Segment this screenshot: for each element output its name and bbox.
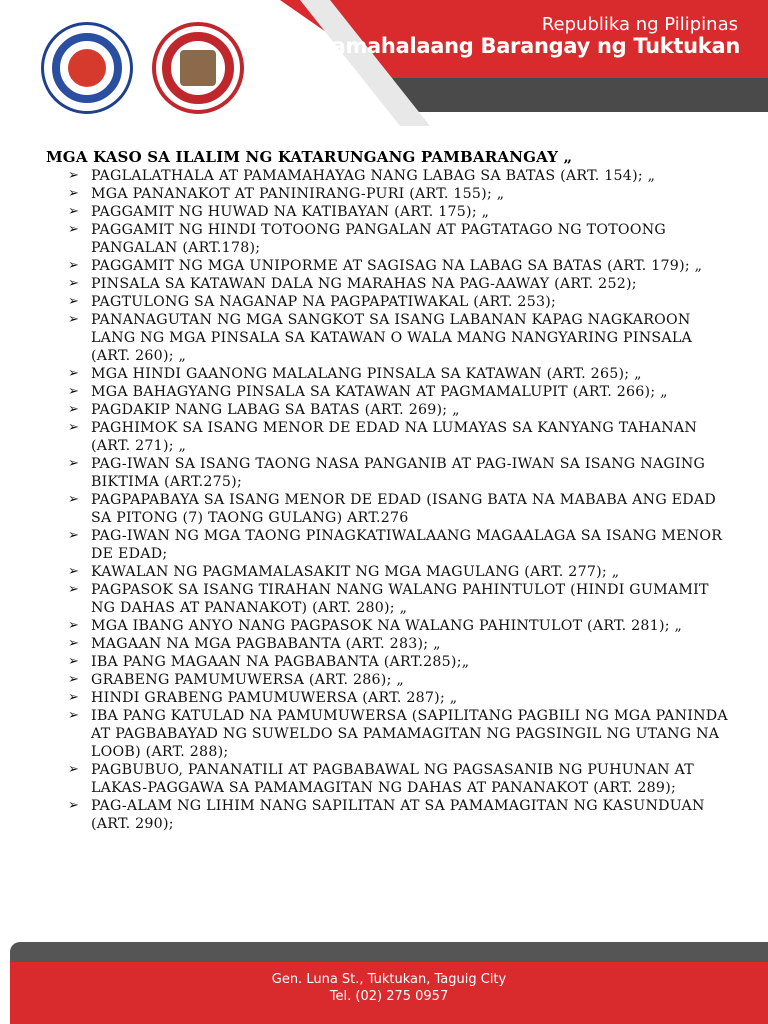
list-item-text: MGA BAHAGYANG PINSALA SA KATAWAN AT PAGMAMALUPIT (ART. 266); „: [91, 384, 668, 400]
list-item: [46, 401, 736, 419]
arrow-bullet-icon: ➢: [68, 690, 80, 705]
letterhead-header: [0, 0, 768, 126]
list-item: [46, 365, 736, 383]
arrow-bullet-icon: ➢: [68, 618, 80, 633]
list-item-text: IBA PANG MAGAAN NA PAGBABANTA (ART.285);„: [91, 654, 470, 670]
list-item-text: HINDI GRABENG PAMUMUWERSA (ART. 287); „: [91, 690, 458, 706]
list-item-text: PAGTULONG SA NAGANAP NA PAGPAPATIWAKAL (ART. 253);: [91, 294, 557, 310]
list-item-text: PAGDAKIP NANG LABAG SA BATAS (ART. 269); „: [91, 402, 460, 418]
list-item: [46, 653, 736, 671]
list-item-text: KAWALAN NG PAGMAMALASAKIT NG MGA MAGULANG (ART. 277); „: [91, 564, 620, 580]
arrow-bullet-icon: ➢: [68, 294, 80, 309]
arrow-bullet-icon: ➢: [68, 312, 80, 327]
arrow-bullet-icon: ➢: [68, 528, 80, 543]
list-item-text: PINSALA SA KATAWAN DALA NG MARAHAS NA PAG-AAWAY (ART. 252);: [91, 276, 637, 292]
list-item: [46, 455, 736, 491]
arrow-bullet-icon: ➢: [68, 798, 80, 813]
list-item-text: IBA PANG KATULAD NA PAMUMUWERSA (SAPILITANG PAGBILI NG MGA PANINDA AT PAGBABAYAD NG SUWELDO SA PAMAMAGITAN NG PAGSINGIL NG UTANG NA LOOB) (ART. 288);: [91, 708, 728, 760]
list-item-text: PAGPAPABAYA SA ISANG MENOR DE EDAD (ISANG BATA NA MABABA ANG EDAD SA PITONG (7) TAONG GULANG) ART.276: [91, 492, 717, 526]
list-item-text: PAG-IWAN SA ISANG TAONG NASA PANGANIB AT PAG-IWAN SA ISANG NAGING BIKTIMA (ART.275);: [91, 456, 706, 490]
list-item: [46, 671, 736, 689]
arrow-bullet-icon: ➢: [68, 168, 80, 183]
list-item-text: PAGLALATHALA AT PAMAMAHAYAG NANG LABAG SA BATAS (ART. 154); „: [91, 168, 656, 184]
list-item-text: PAGGAMIT NG HINDI TOTOONG PANGALAN AT PAGTATAGO NG TOTOONG PANGALAN (ART.178);: [91, 222, 666, 256]
case-list: [46, 167, 736, 833]
barangay-tuktukan-seal: [152, 22, 244, 114]
list-item-text: GRABENG PAMUMUWERSA (ART. 286); „: [91, 672, 404, 688]
list-item: [46, 203, 736, 221]
arrow-bullet-icon: ➢: [68, 402, 80, 417]
list-item-text: MGA PANANAKOT AT PANINIRANG-PURI (ART. 155); „: [91, 186, 505, 202]
footer-gray-band: [10, 942, 768, 962]
list-item: [46, 563, 736, 581]
list-item-text: PAGGAMIT NG HUWAD NA KATIBAYAN (ART. 175); „: [91, 204, 490, 220]
arrow-bullet-icon: ➢: [68, 420, 80, 435]
arrow-bullet-icon: ➢: [68, 582, 80, 597]
arrow-bullet-icon: ➢: [68, 258, 80, 273]
arrow-bullet-icon: ➢: [68, 654, 80, 669]
list-item: [46, 293, 736, 311]
header-barangay-text: Pamahalaang Barangay ng Tuktukan: [317, 34, 740, 58]
list-item: [46, 689, 736, 707]
list-item-text: PAGPASOK SA ISANG TIRAHAN NANG WALANG PAHINTULOT (HINDI GUMAMIT NG DAHAS AT PANANAKOT) (ART. 280); „: [91, 582, 709, 616]
footer-telephone: Tel. (02) 275 0957: [329, 989, 449, 1004]
arrow-bullet-icon: ➢: [68, 366, 80, 381]
list-item: [46, 491, 736, 527]
list-item-text: PAG-IWAN NG MGA TAONG PINAGKATIWALAANG MAGAALAGA SA ISANG MENOR DE EDAD;: [91, 528, 723, 562]
list-item-text: PAGBUBUO, PANANATILI AT PAGBABAWAL NG PAGSASANIB NG PUHUNAN AT LAKAS-PAGGAWA SA PAMAMAGITAN NG DAHAS AT PANANAKOT (ART. 289);: [91, 762, 694, 796]
list-item-text: MAGAAN NA MGA PAGBABANTA (ART. 283); „: [91, 636, 441, 652]
list-item-text: MGA HINDI GAANONG MALALANG PINSALA SA KATAWAN (ART. 265); „: [91, 366, 642, 382]
list-item: [46, 581, 736, 617]
document-body: [46, 148, 736, 833]
list-item: [46, 257, 736, 275]
list-item-text: PAGGAMIT NG MGA UNIPORME AT SAGISAG NA LABAG SA BATAS (ART. 179); „: [91, 258, 703, 274]
list-item: [46, 797, 736, 833]
arrow-bullet-icon: ➢: [68, 276, 80, 291]
arrow-bullet-icon: ➢: [68, 186, 80, 201]
list-item-text: PAGHIMOK SA ISANG MENOR DE EDAD NA LUMAYAS SA KANYANG TAHANAN (ART. 271); „: [91, 420, 698, 454]
arrow-bullet-icon: ➢: [68, 204, 80, 219]
list-item: [46, 707, 736, 761]
list-item: [46, 275, 736, 293]
header-republic-text: Republika ng Pilipinas: [541, 14, 738, 35]
document-heading: MGA KASO SA ILALIM NG KATARUNGANG PAMBARANGAY „: [46, 148, 573, 166]
list-item: [46, 383, 736, 401]
list-item: [46, 185, 736, 203]
arrow-bullet-icon: ➢: [68, 384, 80, 399]
arrow-bullet-icon: ➢: [68, 564, 80, 579]
list-item-text: MGA IBANG ANYO NANG PAGPASOK NA WALANG PAHINTULOT (ART. 281); „: [91, 618, 683, 634]
list-item-text: PANANAGUTAN NG MGA SANGKOT SA ISANG LABANAN KAPAG NAGKAROON LANG NG MGA PINSALA SA KATAWAN O WALA MANG NANGYARING PINSALA (ART. 260); „: [91, 312, 692, 364]
list-item: [46, 761, 736, 797]
letterhead-footer: [10, 962, 768, 1024]
list-item: [46, 419, 736, 455]
arrow-bullet-icon: ➢: [68, 708, 80, 723]
list-item: [46, 527, 736, 563]
footer-address: Gen. Luna St., Tuktukan, Taguig City: [271, 972, 507, 987]
list-item-text: PAG-ALAM NG LIHIM NANG SAPILITAN AT SA PAMAMAGITAN NG KASUNDUAN (ART. 290);: [91, 798, 705, 832]
list-item: [46, 221, 736, 257]
arrow-bullet-icon: ➢: [68, 456, 80, 471]
list-item: [46, 635, 736, 653]
list-item: [46, 311, 736, 365]
arrow-bullet-icon: ➢: [68, 222, 80, 237]
list-item: [46, 167, 736, 185]
arrow-bullet-icon: ➢: [68, 636, 80, 651]
arrow-bullet-icon: ➢: [68, 492, 80, 507]
city-of-taguig-seal: [41, 22, 133, 114]
list-item: [46, 617, 736, 635]
arrow-bullet-icon: ➢: [68, 762, 80, 777]
arrow-bullet-icon: ➢: [68, 672, 80, 687]
